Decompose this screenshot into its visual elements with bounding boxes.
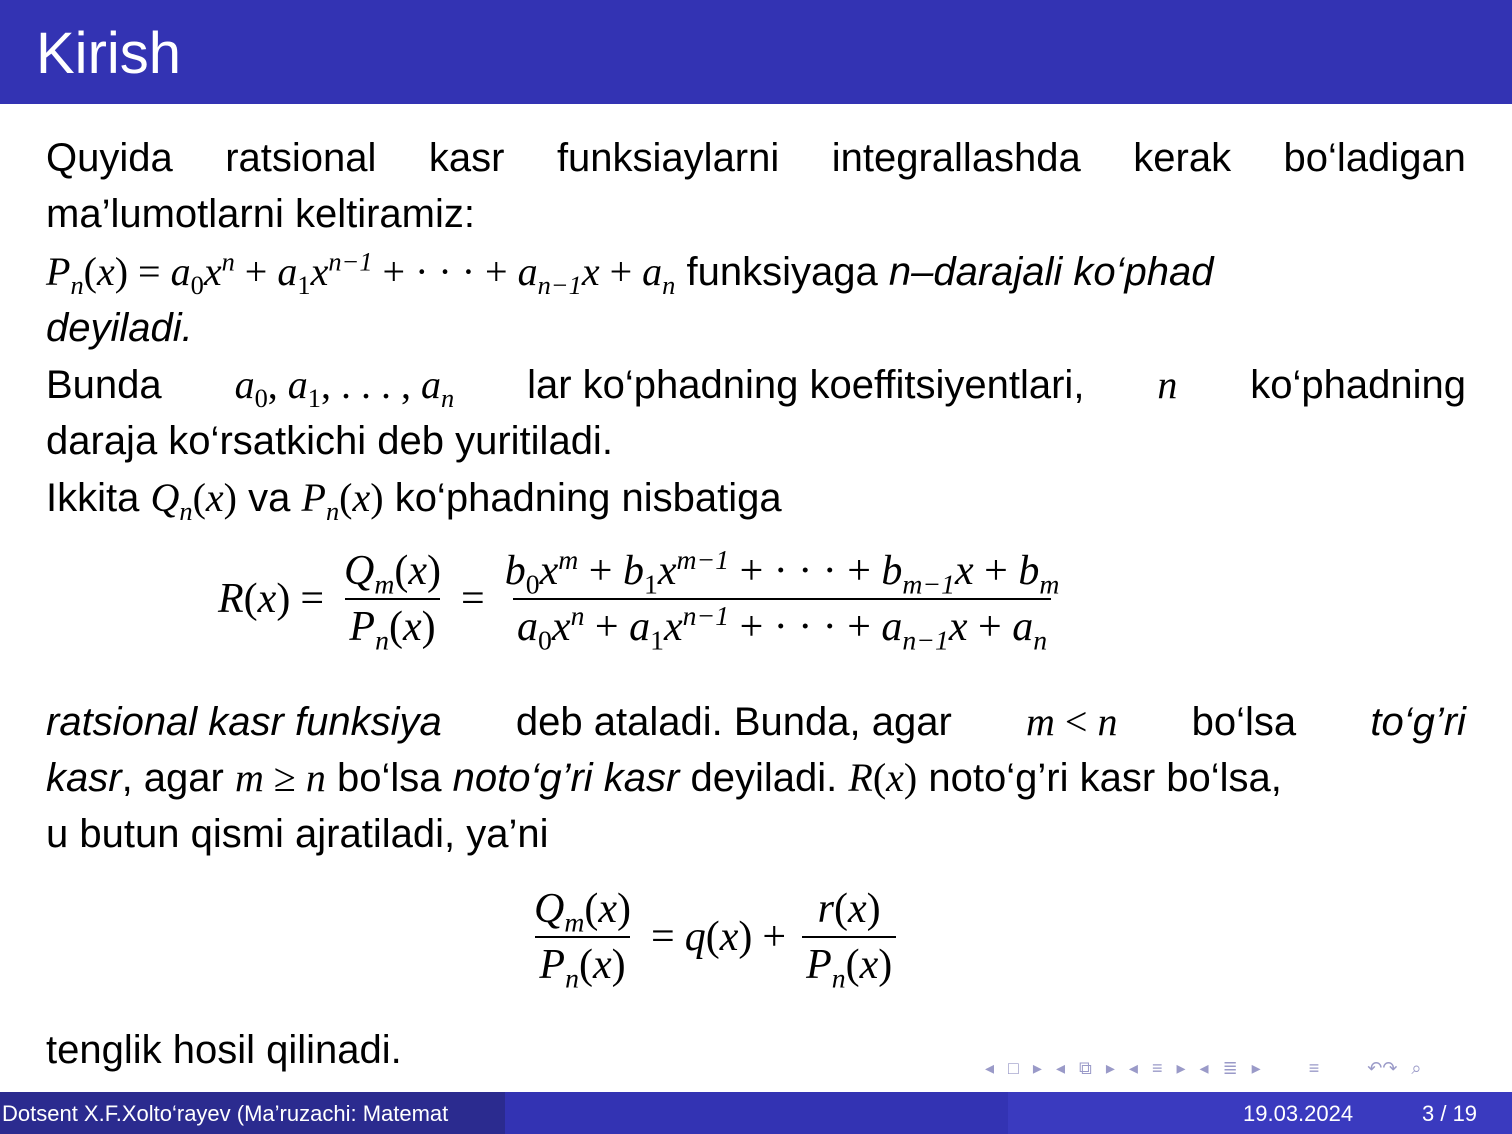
ratio-intro-line bbox=[46, 475, 782, 526]
intro-line-1 bbox=[46, 138, 1466, 178]
rational-function-equation: R(x) = $\frac{Q_m(x)}{P_n(x)}$ = $\frac{b_0x^m + b_1x^{m-1} + \cdot \cdot \cdot + b_{m-1}x + b_m}{a_0x^n + a_1x^{n-1} + \cdot \cdot \cdot + a_{n-1}x + a_n}$ bbox=[218, 550, 1069, 648]
term-improper: noto‘g’ri kasr bbox=[452, 756, 680, 800]
defined-term: n–darajali ko‘phad bbox=[888, 250, 1214, 294]
undo-icon[interactable]: ↶↷ bbox=[1367, 1057, 1398, 1078]
subsection-icon[interactable]: ⧉ bbox=[1079, 1057, 1092, 1078]
text: bo‘lsa bbox=[1191, 700, 1297, 744]
search-icon[interactable]: ⌕ bbox=[1411, 1057, 1422, 1078]
polynomial-formula: $P_n(x) = a_0x^n + a_1x^{n-1}$ + · · · + $a_{n-1}x + a_n$ bbox=[46, 246, 676, 300]
nav-arrow-left-icon[interactable]: ◂ bbox=[985, 1057, 995, 1078]
text: noto‘g’ri kasr bo‘lsa, bbox=[928, 756, 1282, 800]
word: Quyida bbox=[46, 136, 173, 180]
align-icon[interactable]: ≡ bbox=[1308, 1057, 1320, 1078]
inequality: m ≥ n bbox=[235, 755, 326, 800]
footer-page-number: 3 / 19 bbox=[1422, 1101, 1478, 1126]
p-polynomial: $P_n(x)$ bbox=[301, 475, 384, 526]
text: deyiladi. bbox=[690, 756, 838, 800]
word: ratsional bbox=[225, 136, 377, 180]
closing-line: tenglik hosil qilinadi. bbox=[46, 1028, 402, 1072]
word: va bbox=[248, 476, 291, 520]
polynomial-definition bbox=[46, 246, 1214, 300]
definition-line-3: u butun qismi ajratiladi, ya’ni bbox=[46, 812, 549, 856]
ratio-intro-text: ko‘phadning nisbatiga bbox=[394, 476, 782, 520]
deyiladi-line: deyiladi. bbox=[46, 306, 193, 350]
nav-arrow-right-icon[interactable]: ▸ bbox=[1032, 1057, 1042, 1078]
fraction: $\frac{Q_m(x)}{P_n(x)}$ bbox=[534, 886, 632, 994]
nav-arrow-left-icon[interactable]: ◂ bbox=[1055, 1057, 1066, 1078]
definition-line-2 bbox=[46, 755, 1282, 800]
word: kerak bbox=[1133, 136, 1232, 180]
degree-line: daraja ko‘rsatkichi deb yuritiladi. bbox=[46, 419, 613, 463]
degree-symbol: n bbox=[1157, 362, 1178, 407]
nav-arrow-left-icon[interactable]: ◂ bbox=[1199, 1057, 1209, 1078]
footer-info-box bbox=[1008, 1092, 1512, 1134]
coefficients-line bbox=[46, 362, 1466, 413]
fraction: $\frac{r(x)}{P_n(x)}$ bbox=[802, 888, 896, 986]
text: , agar bbox=[121, 756, 224, 800]
nav-arrow-right-icon[interactable]: ▸ bbox=[1176, 1057, 1186, 1078]
footer-author: Dotsent X.F.Xolto‘rayev (Ma’ruzachi: Matemat bbox=[2, 1101, 449, 1126]
coefficient-list: $a_0$, $a_1$, . . . , $a_n$ bbox=[234, 362, 455, 413]
footer-author-box bbox=[0, 1092, 505, 1134]
word: ko‘phadning bbox=[1250, 363, 1466, 407]
word: Ikkita bbox=[46, 476, 140, 520]
definition-line-1 bbox=[46, 699, 1466, 744]
slide-title: Kirish bbox=[36, 21, 182, 86]
document-icon[interactable]: ≣ bbox=[1222, 1057, 1238, 1078]
word: funksiaylarni bbox=[556, 136, 780, 180]
footer-title-box bbox=[505, 1092, 1008, 1134]
coefficients-text: lar ko‘phadning koeffitsiyentlari, bbox=[527, 363, 1085, 407]
nav-arrow-right-icon[interactable]: ▸ bbox=[1251, 1057, 1261, 1078]
word: bo‘ladigan bbox=[1283, 136, 1466, 180]
division-equation: $\frac{Q_m(x)}{P_n(x)}$ = q(x) + $\frac{r(x)}{P_n(x)}$ bbox=[524, 888, 902, 986]
nav-arrow-right-icon[interactable]: ▸ bbox=[1105, 1057, 1115, 1078]
beamer-navigation bbox=[985, 1058, 1505, 1078]
word: Bunda bbox=[46, 363, 162, 407]
q-polynomial: $Q_n(x)$ bbox=[150, 475, 237, 526]
inequality: m < n bbox=[1026, 699, 1118, 744]
term-rational-function: ratsional kasr funksiya bbox=[46, 700, 442, 744]
slide-footer bbox=[0, 1092, 1512, 1134]
section-icon[interactable]: ≡ bbox=[1151, 1057, 1163, 1078]
r-function: R(x) bbox=[848, 755, 918, 800]
word: integrallashda bbox=[831, 136, 1081, 180]
definition-text: funksiyaga bbox=[686, 250, 878, 294]
term-proper: to‘g’ri bbox=[1370, 700, 1466, 744]
text: bo‘lsa bbox=[336, 756, 442, 800]
word: kasr bbox=[428, 136, 505, 180]
nav-arrow-left-icon[interactable]: ◂ bbox=[1128, 1057, 1138, 1078]
term-proper-cont: kasr bbox=[46, 756, 122, 800]
fraction: $\frac{Q_m(x)}{P_n(x)}$ bbox=[344, 548, 442, 656]
fraction: $\frac{b_0x^m + b_1x^{m-1} + \cdot \cdot \cdot + b_{m-1}x + b_m}{a_0x^n + a_1x^{n-1} + \cdot \cdot \cdot + a_{n-1}x + a_n}$ bbox=[504, 544, 1060, 656]
intro-line-2: ma’lumotlarni keltiramiz: bbox=[46, 192, 475, 236]
footer-date: 19.03.2024 bbox=[1243, 1101, 1354, 1126]
text: deb ataladi. Bunda, agar bbox=[515, 700, 952, 744]
frame-icon[interactable]: □ bbox=[1008, 1057, 1019, 1078]
slide-header bbox=[0, 0, 1512, 104]
